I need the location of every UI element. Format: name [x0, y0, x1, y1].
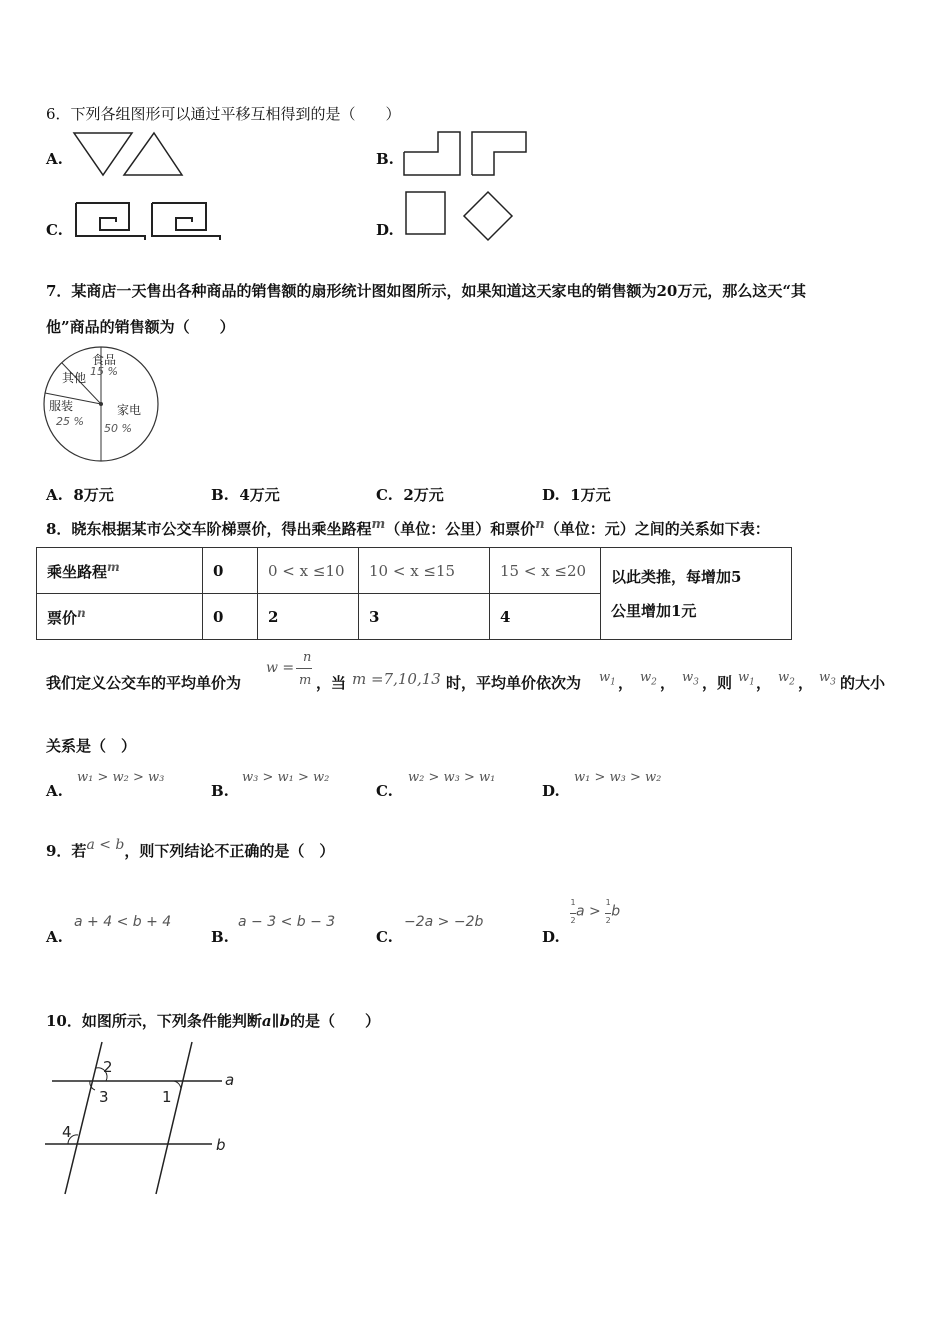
- q9-option-c-expr: −2a > −2b: [404, 914, 484, 930]
- table-row: [37, 548, 792, 594]
- q6-option-b-figure: [402, 130, 530, 178]
- table-cell: 4: [490, 594, 601, 640]
- q8-option-c-label: C.: [376, 782, 393, 800]
- table-cell: 0: [203, 594, 258, 640]
- line-label-a: a: [225, 1071, 235, 1089]
- q8-definition-line2: 关系是（ ）: [46, 737, 137, 755]
- q8-option-b-expr: w₃ > w₁ > w₂: [242, 770, 330, 785]
- transversal-right: [156, 1042, 192, 1194]
- table-cell: 0 < x ≤10: [258, 548, 359, 594]
- pie-percent-clothing: 25 %: [56, 415, 84, 428]
- rotated-square-shape: [464, 192, 512, 240]
- table-cell: 0: [203, 548, 258, 594]
- q7-option-d: D. 1万元: [542, 486, 611, 504]
- q9-option-d-label: D.: [542, 928, 560, 946]
- table-cell: 3: [359, 594, 490, 640]
- q6-option-a-figure: [72, 130, 187, 180]
- pie-label-food: 食品: [92, 353, 117, 367]
- q9-option-a-label: A.: [46, 928, 63, 946]
- q9-option-a-expr: a + 4 < b + 4: [74, 914, 172, 930]
- table-cell: 2: [258, 594, 359, 640]
- q7-option-c: C. 2万元: [376, 486, 444, 504]
- triangle-shape: [124, 133, 182, 175]
- q8-option-b-label: B.: [211, 782, 229, 800]
- q8-option-d-expr: w₁ > w₃ > w₂: [574, 770, 662, 785]
- pie-percent-food: 15 %: [90, 365, 118, 378]
- q6-stem: 6．下列各组图形可以通过平移互相得到的是（ ）: [46, 105, 401, 123]
- q7-option-a: A. 8万元: [46, 486, 114, 504]
- table-cell: 15 < x ≤20: [490, 548, 601, 594]
- q7-pie-chart: [40, 344, 164, 462]
- pie-label-other: 其他: [62, 371, 87, 385]
- q6-option-d-label: D.: [376, 221, 394, 239]
- angle-label-4: 4: [62, 1123, 72, 1141]
- q10-stem: 10．如图所示，下列条件能判断a∥b的是（ ）: [46, 1012, 381, 1030]
- q6-option-c-figure: [72, 198, 224, 242]
- q8-option-d-label: D.: [542, 782, 560, 800]
- q10-parallel-lines-figure: [40, 1038, 240, 1200]
- q9-stem: 9．若a < b，则下列结论不正确的是（ ）: [46, 837, 335, 860]
- line-label-b: b: [216, 1136, 226, 1154]
- q9-option-c-label: C.: [376, 928, 393, 946]
- angle-label-3: 3: [99, 1088, 109, 1106]
- q9-option-b-expr: a − 3 < b − 3: [238, 914, 336, 930]
- angle-label-2: 2: [103, 1058, 113, 1076]
- table-note: 以此类推，每增加5 公里增加1元: [601, 548, 792, 640]
- q8-option-a-label: A.: [46, 782, 63, 800]
- angle-label-1: 1: [162, 1088, 172, 1106]
- square-shape: [406, 192, 445, 234]
- row-label-distance: 乘坐路程$^m$: [37, 548, 203, 594]
- pie-percent-appliances: 50 %: [104, 422, 132, 435]
- q7-stem-line2: 他”商品的销售额为（ ）: [46, 318, 235, 336]
- q6-option-d-figure: [402, 188, 520, 244]
- row-label-fare: 票价$^n$: [37, 594, 203, 640]
- q9-option-d-expr: 1 2a > 1 2b: [570, 898, 621, 925]
- pie-label-clothing: 服装: [49, 399, 74, 413]
- q9-option-b-label: B.: [211, 928, 229, 946]
- q6-option-b-label: B.: [376, 150, 394, 168]
- transversal-left: [65, 1042, 102, 1194]
- q6-option-a-label: A.: [46, 150, 63, 168]
- inverted-triangle-shape: [74, 133, 132, 175]
- q7-option-b: B. 4万元: [211, 486, 280, 504]
- q8-option-c-expr: w₂ > w₃ > w₁: [408, 770, 496, 785]
- q8-option-a-expr: w₁ > w₂ > w₃: [77, 770, 165, 785]
- q8-stem: 8．晓东根据某市公交车阶梯票价，得出乘坐路程$^m$（单位：公里）和票价$^n$（单位：元）之间的关系如下表：: [46, 517, 770, 538]
- q7-stem-line1: 7．某商店一天售出各种商品的销售额的扇形统计图如图所示，如果知道这天家电的销售额为20万元，那么这天“其: [46, 282, 806, 300]
- q8-fare-table: [36, 547, 792, 640]
- table-cell: 10 < x ≤15: [359, 548, 490, 594]
- pie-label-appliances: 家电: [117, 403, 142, 417]
- q6-option-c-label: C.: [46, 221, 63, 239]
